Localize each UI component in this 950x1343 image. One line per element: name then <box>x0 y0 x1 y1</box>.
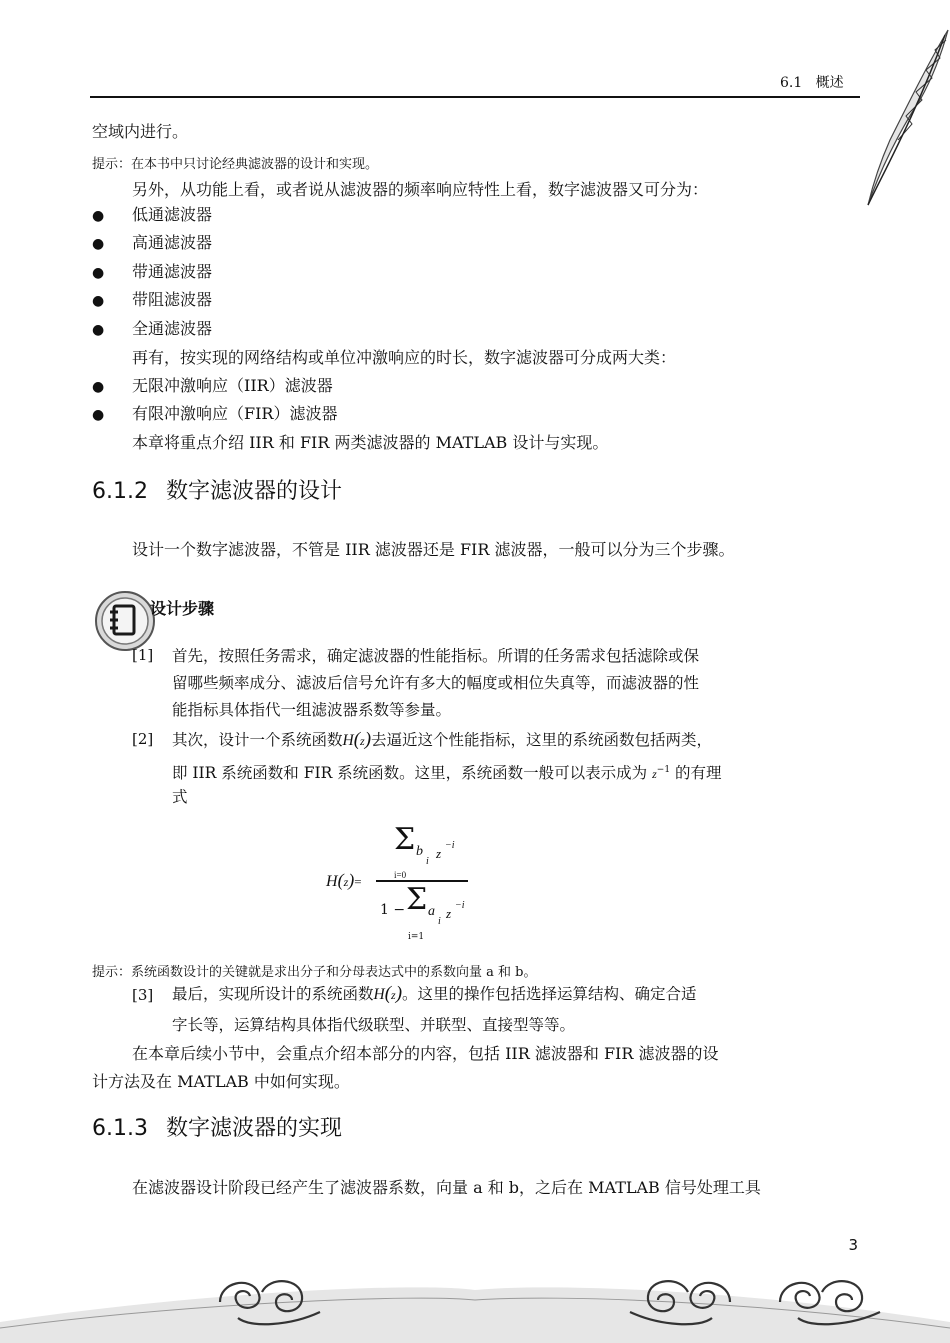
section-title: 数字滤波器的实现 <box>165 1116 342 1141</box>
running-header <box>780 72 844 92</box>
section-title: 数字滤波器的设计 <box>165 479 342 504</box>
paragraph-structure: 再有，按实现的网络结构或单位冲激响应的时长，数字滤波器可分成两大类： <box>132 348 677 367</box>
list-item: ● 有限冲激响应（FIR）滤波器 <box>92 404 338 423</box>
paragraph-after-steps: 计方法及在 MATLAB 中如何实现。 <box>92 1072 350 1091</box>
sum-symbol: Σ <box>406 882 428 917</box>
step3-line: 最后，实现所设计的系统函数H(z)。这里的操作包括选择运算结构、确定合适 <box>172 983 697 1004</box>
bullet-icon: ● <box>92 293 105 309</box>
section-number: 6.1.2 <box>92 479 148 504</box>
paragraph-function: 另外，从功能上看，或者说从滤波器的频率响应特性上看，数字滤波器又可分为： <box>132 180 709 199</box>
sum-symbol: Σ <box>394 822 416 857</box>
step1-line: 能指标具体指代一组滤波器系数等参量。 <box>172 701 452 719</box>
text-line: 空域内进行。 <box>92 122 189 141</box>
section-heading-613 <box>92 1115 342 1143</box>
paragraph-after-steps: 在本章后续小节中，会重点介绍本部分的内容，包括 IIR 滤波器和 FIR 滤波器的设 <box>132 1044 719 1063</box>
list-item: ● 带通滤波器 <box>92 262 213 281</box>
step1-line: 首先，按照任务需求，确定滤波器的性能指标。所谓的任务需求包括滤除或保 <box>172 647 700 665</box>
bullet-icon: ● <box>92 236 105 252</box>
step1-line: 留哪些频率成分、滤波后信号允许有多大的幅度或相位失真等，而滤波器的性 <box>172 674 700 692</box>
header-title: 概述 <box>815 75 844 91</box>
steps-title: 设计步骤 <box>150 599 215 618</box>
paragraph-chapter: 本章将重点介绍 IIR 和 FIR 两类滤波器的 MATLAB 设计与实现。 <box>132 433 609 452</box>
step-number: [2] <box>132 730 154 748</box>
bullet-icon: ● <box>92 379 105 395</box>
notebook-icon <box>94 590 156 652</box>
bullet-icon: ● <box>92 208 105 224</box>
paragraph-design: 设计一个数字滤波器，不管是 IIR 滤波器还是 FIR 滤波器，一般可以分为三个步骤。 <box>132 540 735 559</box>
paragraph-implementation: 在滤波器设计阶段已经产生了滤波器系数，向量 a 和 b，之后在 MATLAB 信号处理工具 <box>132 1178 761 1197</box>
feather-decoration-icon <box>860 20 950 210</box>
bullet-icon: ● <box>92 407 105 423</box>
bullet-icon: ● <box>92 265 105 281</box>
step2-line: 其次，设计一个系统函数H(z)去逼近这个性能指标，这里的系统函数包括两类， <box>172 729 713 750</box>
hint-note: 提示：系统函数设计的关键就是求出分子和分母表达式中的系数向量 a 和 b。 <box>92 965 537 980</box>
bullet-icon: ● <box>92 322 105 338</box>
step2-line: 即 IIR 系统函数和 FIR 系统函数。这里，系统函数一般可以表示成为 $z^{-1}$ 的有理 <box>172 764 722 783</box>
step-number: [3] <box>132 986 154 1004</box>
step2-line: 式 <box>172 788 188 806</box>
math-H: H <box>342 732 354 749</box>
transfer-function-formula: H(z)= Σ b i z −i i=0 1 − Σ a i z −i i=1 <box>320 820 490 950</box>
page-number: 3 <box>848 1236 858 1254</box>
list-item: ● 无限冲激响应（IIR）滤波器 <box>92 376 333 395</box>
hint-note: 提示：在本书中只讨论经典滤波器的设计和实现。 <box>92 157 379 172</box>
section-heading-612 <box>92 478 342 506</box>
step3-line: 字长等，运算结构具体指代级联型、并联型、直接型等等。 <box>172 1016 576 1034</box>
step-number: [1] <box>132 646 154 664</box>
header-rule <box>90 96 860 98</box>
header-section-number: 6.1 <box>780 75 803 91</box>
list-item: ● 全通滤波器 <box>92 319 213 338</box>
cloud-ornament-icon <box>0 1262 950 1343</box>
list-item: ● 低通滤波器 <box>92 205 213 224</box>
section-number: 6.1.3 <box>92 1116 148 1141</box>
list-item: ● 带阻滤波器 <box>92 290 213 309</box>
list-item: ● 高通滤波器 <box>92 233 213 252</box>
